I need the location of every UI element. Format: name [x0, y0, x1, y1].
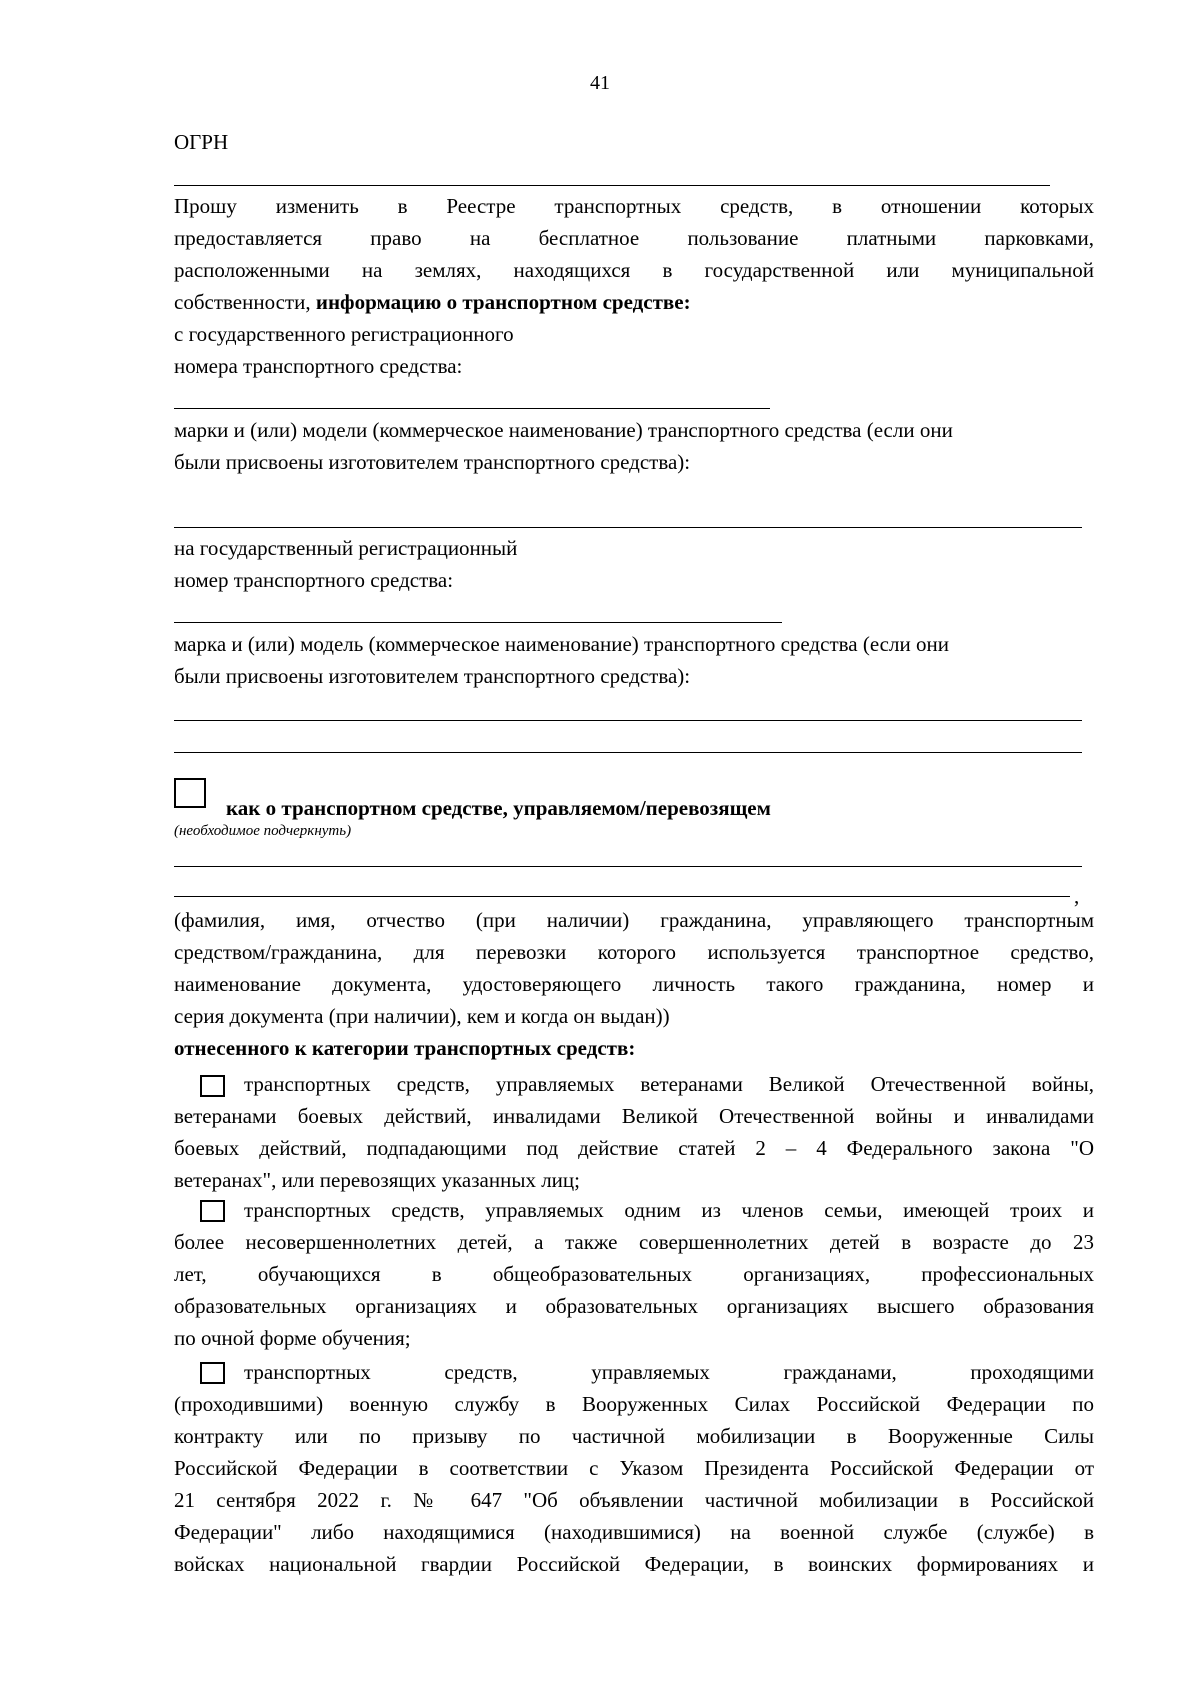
citizen-desc-line: средством/гражданина, для перевозки которого используется транспортное средство, [174, 940, 1094, 964]
from-reg-number-label: номера транспортного средства: [174, 354, 463, 378]
category-3-line: 21 сентября 2022 г. № 647 "Об объявлении частичной мобилизации в Российской [174, 1488, 1094, 1512]
request-line: Прошу изменить в Реестре транспортных средств, в отношении которых [174, 194, 1094, 218]
request-line: расположенными на землях, находящихся в государственной или муниципальной [174, 258, 1094, 282]
category-2-line: более несовершеннолетних детей, а также совершеннолетних детей в возрасте до 23 [174, 1230, 1094, 1254]
category-1-line: ветеранами боевых действий, инвалидами Великой Отечественной войны и инвалидами [174, 1104, 1094, 1128]
category-3-line: (проходившими) военную службу в Вооруженных Силах Российской Федерации по [174, 1392, 1094, 1416]
citizen-desc-line: (фамилия, имя, отчество (при наличии) гражданина, управляющего транспортным [174, 908, 1094, 932]
category-2-line-last: по очной форме обучения; [174, 1326, 411, 1350]
trailing-comma: , [1074, 884, 1080, 908]
category-3-line: войсках национальной гвардии Российской Федерации, в воинских формированиях и [174, 1552, 1094, 1576]
to-brand-label: были присвоены изготовителем транспортного средства): [174, 664, 691, 688]
underline-note: (необходимое подчеркнуть) [174, 823, 352, 839]
request-last-prefix: собственности, [174, 290, 311, 314]
category-heading: отнесенного к категории транспортных средств: [174, 1036, 636, 1060]
citizen-desc-line-last: серия документа (при наличии), кем и когда он выдан)) [174, 1004, 670, 1028]
category-2-line: транспортных средств, управляемых одним из членов семьи, имеющей троих и [244, 1198, 1094, 1222]
from-reg-number-label: с государственного регистрационного [174, 322, 514, 346]
category-2-line: образовательных организациях и образовательных организациях высшего образования [174, 1294, 1094, 1318]
citizen-desc-line: наименование документа, удостоверяющего личность такого гражданина, номер и [174, 972, 1094, 996]
page-number: 41 [590, 72, 610, 94]
request-last-bold: информацию о транспортном средстве: [315, 290, 691, 314]
request-line-last [174, 286, 691, 318]
ogrn-label: ОГРН [174, 130, 229, 154]
citizen-field-line-2[interactable] [174, 896, 1070, 897]
to-reg-number-field-line[interactable] [174, 622, 782, 623]
from-brand-label: марки и (или) модели (коммерческое наименование) транспортного средства (если они [174, 418, 953, 442]
citizen-field-line[interactable] [174, 866, 1082, 867]
category-3-checkbox[interactable] [200, 1362, 225, 1384]
to-brand-field-line-2[interactable] [174, 752, 1082, 753]
to-reg-number-label: номер транспортного средства: [174, 568, 454, 592]
to-reg-number-label: на государственный регистрационный [174, 536, 518, 560]
category-2-line: лет, обучающихся в общеобразовательных организациях, профессиональных [174, 1262, 1094, 1286]
category-1-checkbox[interactable] [200, 1075, 225, 1097]
from-reg-number-field-line[interactable] [174, 408, 770, 409]
request-line: предоставляется право на бесплатное пользование платными парковками, [174, 226, 1094, 250]
from-brand-field-line[interactable] [174, 527, 1082, 528]
category-1-line: боевых действий, подпадающими под действие статей 2 – 4 Федерального закона "О [174, 1136, 1094, 1160]
category-3-line: Российской Федерации в соответствии с Указом Президента Российской Федерации от [174, 1456, 1094, 1480]
managed-heading: как о транспортном средстве, управляемом/перевозящем [226, 796, 771, 820]
category-1-line-last: ветеранах", или перевозящих указанных лиц; [174, 1168, 580, 1192]
to-brand-field-line[interactable] [174, 720, 1082, 721]
from-brand-label: были присвоены изготовителем транспортного средства): [174, 450, 691, 474]
category-1-line: транспортных средств, управляемых ветеранами Великой Отечественной войны, [244, 1072, 1094, 1096]
category-3-line: транспортных средств, управляемых гражданами, проходящими [244, 1360, 1094, 1384]
ogrn-field-line[interactable] [174, 185, 1050, 186]
category-3-line: контракту или по призыву по частичной мобилизации в Вооруженные Силы [174, 1424, 1094, 1448]
to-brand-label: марка и (или) модель (коммерческое наименование) транспортного средства (если они [174, 632, 949, 656]
category-2-checkbox[interactable] [200, 1200, 225, 1222]
managed-checkbox[interactable] [174, 778, 206, 808]
category-3-line: Федерации" либо находящимися (находившимися) на военной службе (службе) в [174, 1520, 1094, 1544]
